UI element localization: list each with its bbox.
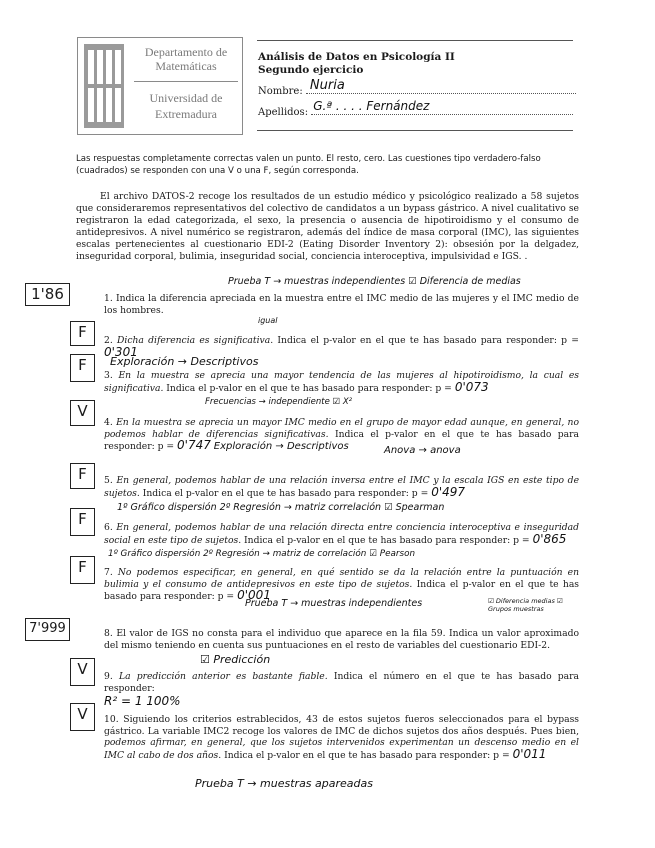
university-logo (77, 37, 243, 135)
question-3: 3. En la muestra se aprecia una mayor tendencia de las mujeres al hipotiroidismo, la cual es significativa. Indica el p-valor en el que te has basado para responder: p = 0'073 (104, 370, 579, 394)
assignment-title: Segundo ejercicio (258, 64, 364, 76)
handwritten-note: igual (258, 316, 278, 325)
question-5: 5. En general, podemos hablar de una relación inversa entre el IMC y la escala IGS en este tipo de sujetos. Indica el p-valor en el que te has basado para responder: p = 0'497 (104, 475, 580, 499)
question-2: 2. Dicha diferencia es significativa. Indica el p-valor en el que te has basado para responder: p = 0'301 (104, 335, 580, 359)
answer-box-6[interactable]: F (70, 508, 95, 536)
handwritten-note: Prueba T → muestras independientes ☑ Diferencia de medias (228, 276, 521, 287)
apellidos-field (258, 99, 573, 118)
handwritten-note: Exploración → Descriptivos (213, 441, 349, 452)
number-answer-9: R² = 1 100% (104, 694, 181, 708)
pvalue-answer-6: 0'865 (532, 531, 567, 546)
answer-box-4[interactable]: V (70, 400, 95, 426)
question-1: 1. Indica la diferencia apreciada en la muestra entre el IMC medio de las mujeres y el IMC medio de los hombres. (104, 293, 579, 316)
answer-box-1[interactable]: 1'86 (25, 283, 70, 306)
answer-box-2[interactable]: F (70, 321, 95, 346)
logo-department: Departamento de Matemáticas (134, 45, 238, 82)
nombre-value: Nuria (309, 78, 345, 93)
logo-columns-icon (84, 44, 124, 128)
question-9: 9. La predicción anterior es bastante fiable. Indica el número en el que te has basado para responder: R² = 1 100% (104, 671, 580, 708)
pvalue-answer-5: 0'497 (431, 484, 466, 499)
header-top-rule (257, 40, 573, 41)
logo-university: Universidad de Extremadura (149, 91, 223, 121)
handwritten-note: 1º Gráfico dispersión 2º Regresión → matriz de correlación ☑ Pearson (108, 549, 416, 559)
pvalue-answer-2: 0'301 (104, 344, 138, 359)
handwritten-note: ☑ Diferencia medias ☑ Grupos muestras (488, 597, 563, 613)
handwritten-note: Prueba T → muestras apareadas (195, 777, 373, 790)
handwritten-note: Frecuencias → independiente ☑ X² (205, 397, 353, 407)
course-title-block (258, 51, 455, 77)
handwritten-note: Exploración → Descriptivos (110, 355, 259, 368)
pvalue-answer-7: 0'001 (237, 588, 271, 602)
header-bottom-rule (257, 130, 573, 131)
answer-box-3[interactable]: F (70, 354, 95, 382)
pvalue-answer-10: 0'011 (512, 746, 547, 761)
apellidos-label: Apellidos: (258, 107, 309, 118)
question-6: 6. En general, podemos hablar de una relación directa entre conciencia interoceptiva e inseguridad social en este tipo de sujetos. Indica el p-valor en el que te has basado para responder: p = 0'865 (104, 522, 579, 546)
question-4: 4. En la muestra se aprecia un mayor IMC medio en el grupo de mayor edad aunque, en general, no podemos hablar de diferencias significativas. Indica el p-valor en el que te has basado para responder: p = 0'747 Exploración → Descriptivos (104, 417, 580, 452)
nombre-label: Nombre: (258, 86, 303, 97)
apellidos-value: G.ª . . . . Fernández (313, 99, 430, 113)
course-title: Análisis de Datos en Psicología II (258, 51, 455, 63)
handwritten-note: Prueba T → muestras independientes (245, 598, 423, 609)
question-8: 8. El valor de IGS no consta para el individuo que aparece en la fila 59. Indica un valor aproximado del mismo teniendo en cuenta sus puntuaciones en el resto de variables del cuestionario EDI-2. (104, 628, 579, 651)
handwritten-note: Anova → anova (384, 445, 461, 456)
answer-box-5[interactable]: F (70, 463, 95, 489)
pvalue-answer-3: 0'073 (454, 379, 489, 394)
handwritten-note: ☑ Predicción (200, 653, 271, 666)
answer-box-9[interactable]: V (70, 658, 95, 686)
handwritten-note: 1º Gráfico dispersión 2º Regresión → matriz correlación ☑ Spearman (117, 502, 445, 513)
answer-box-10[interactable]: V (70, 703, 95, 731)
pvalue-answer-4: 0'747 (177, 438, 211, 452)
answer-box-8[interactable]: 7'999 (25, 618, 70, 641)
intro-paragraph: El archivo DATOS-2 recoge los resultados de un estudio médico y psicológico realizado a 58 sujetos que consideraremos representativos del colectivo de candidatos a un bypass gástrico. A nivel cualitativo se registraron la edad categorizada, el sexo, la presencia o ausencia de hipotiroidismo y el consumo de antidepresivos. A nivel numérico se registraron, además del índice de masa corporal (IMC), las siguientes escalas pertenecientes al cuestionario EDI-2 (Eating Disorder Inventory 2): obsesión por la delgadez, inseguridad corporal, bulimia, inseguridad social, conciencia interoceptiva, impulsividad e IGS. . (76, 191, 579, 262)
answer-box-7[interactable]: F (70, 556, 95, 584)
nombre-field (258, 78, 576, 97)
question-7: 7. No podemos especificar, en general, en qué sentido se da la relación entre la puntuación en bulimia y el consumo de antidepresivos en este tipo de sujetos. Indica el p-valor en el que te has basado para responder: p = 0'001 (104, 567, 580, 602)
instructions: Las respuestas completamente correctas valen un punto. El resto, cero. Las cuestiones tipo verdadero-falso (cuadrados) se responden con una V o una F, según corresponda. (76, 154, 541, 176)
question-10: 10. Siguiendo los criterios estrablecidos, 43 de estos sujetos fueros seleccionados para el bypass gástrico. La variable IMC2 recoge los valores de IMC de dichos sujetos dos años después. Pues bien, podemos afirmar, en general, que los sujetos intervenidos experimentan un descenso medio en el IMC al cabo de dos años. Indica el p-valor en el que te has basado para responder: p = 0'011 (104, 714, 580, 761)
